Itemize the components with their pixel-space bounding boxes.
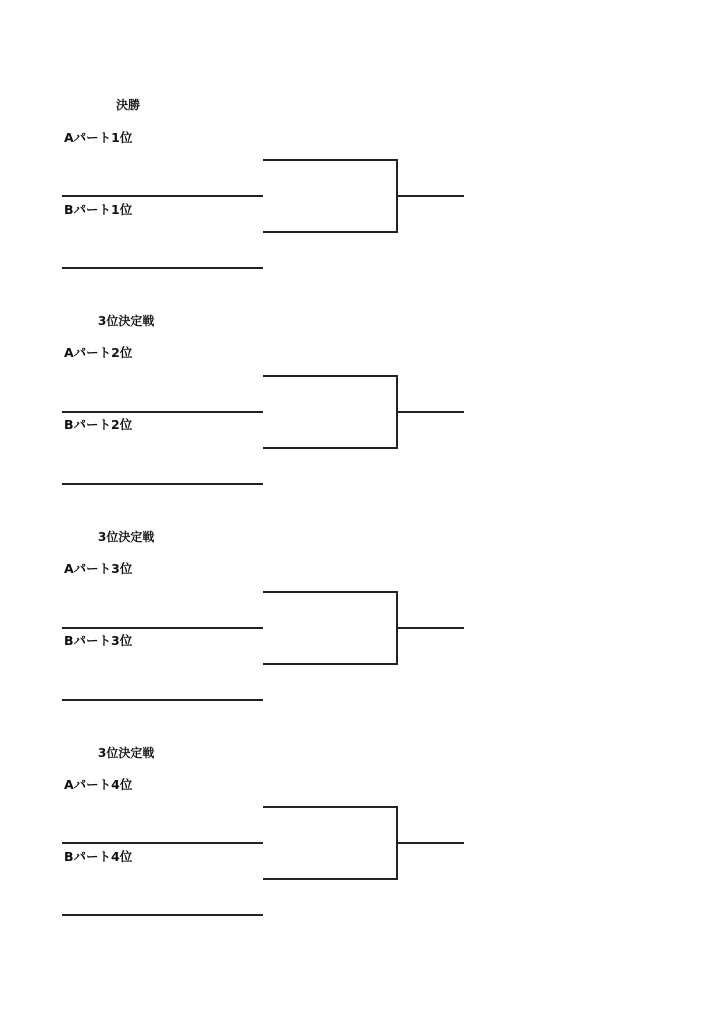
bracket-3rd-place-1 xyxy=(0,215,724,430)
bracket-3rd-place-2 xyxy=(0,431,724,646)
entry-b-label: Bパート2位 xyxy=(64,417,133,432)
bracket-title: 3位決定戦 xyxy=(98,530,155,544)
entry-a-line xyxy=(62,195,263,197)
bracket-title: 決勝 xyxy=(116,98,141,112)
entry-a-label: Aパート2位 xyxy=(64,345,133,360)
entry-b-label: Bパート4位 xyxy=(64,849,133,864)
bracket-title: 3位決定戦 xyxy=(98,314,155,328)
bracket-3rd-place-3 xyxy=(0,647,724,862)
winner-line xyxy=(397,411,464,413)
winner-line xyxy=(397,627,464,629)
entry-a-line xyxy=(62,411,263,413)
winner-line xyxy=(397,195,464,197)
bracket-title: 3位決定戦 xyxy=(98,746,155,760)
entry-a-label: Aパート1位 xyxy=(64,130,133,145)
bracket-top-line xyxy=(263,375,398,377)
entry-a-label: Aパート4位 xyxy=(64,777,133,792)
entry-a-line xyxy=(62,842,263,844)
entry-b-line xyxy=(62,914,263,916)
bracket-top-line xyxy=(263,159,398,161)
bracket-top-line xyxy=(263,806,398,808)
winner-line xyxy=(397,842,464,844)
bracket-final xyxy=(0,0,724,215)
entry-b-label: Bパート1位 xyxy=(64,202,133,217)
bracket-top-line xyxy=(263,591,398,593)
entry-a-label: Aパート3位 xyxy=(64,561,133,576)
entry-b-label: Bパート3位 xyxy=(64,633,133,648)
bracket-bottom-line xyxy=(263,878,398,880)
entry-a-line xyxy=(62,627,263,629)
